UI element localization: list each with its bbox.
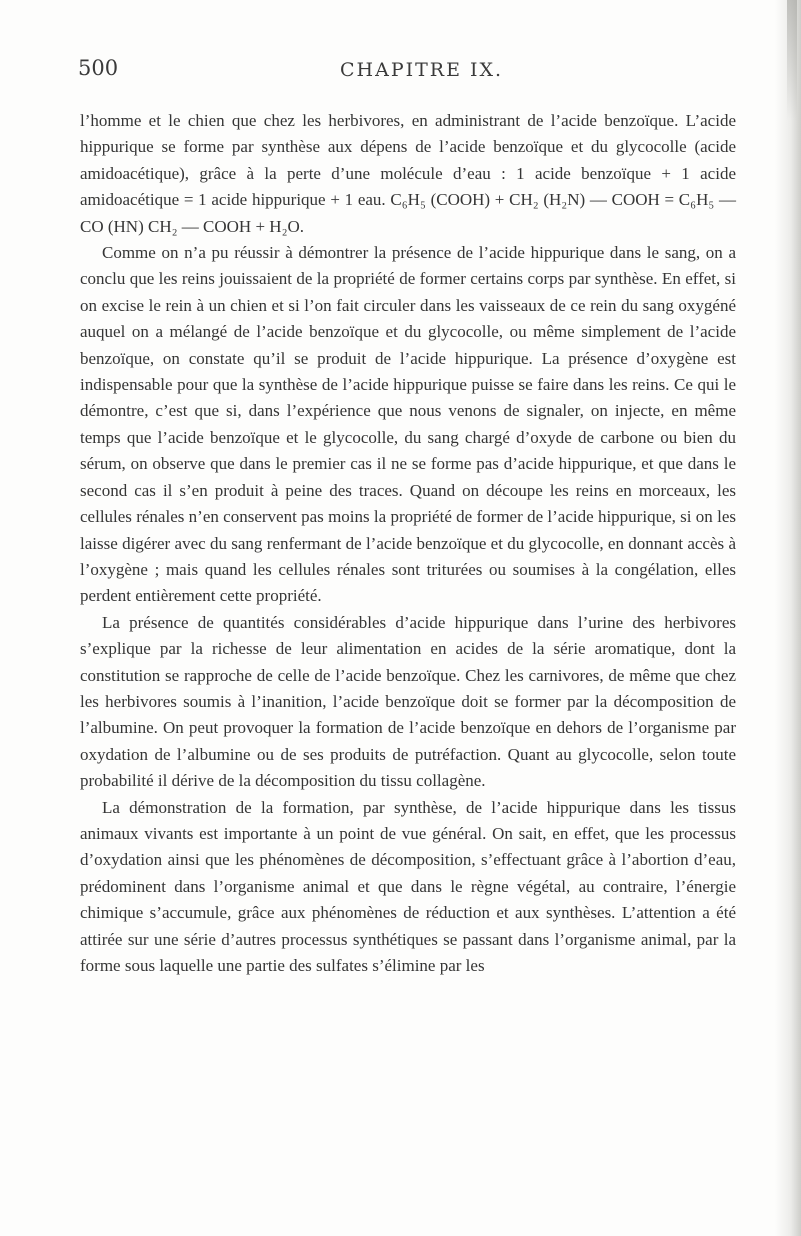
paragraph: Comme on n’a pu réussir à démontrer la présence de l’acide hippurique dans le sang, on a conclu que les reins jouissaient de la propriété de former certains corps par synthèse. En effet, si on excise le rein à un chien et si l’on fait circuler dans les vaisseaux de ce rein du sang oxygéné auquel on a mélangé de l’acide benzoïque et du glycocolle, ou même simplement de l’acide benzoïque, on constate qu’il se produit de l’acide hippurique. La présence d’oxygène est indispensable pour que la synthèse de l’acide hippurique puisse se faire dans les reins. Ce qui le démontre, c’est que si, dans l’expérience que nous venons de signaler, on injecte, en même temps que l’acide benzoïque et le glycocolle, du sang chargé d’oxyde de carbone ou bien du sérum, on observe que dans le premier cas il ne se forme pas d’acide hippurique, et que dans le second cas il s’en produit à peine des traces. Quand on découpe les reins en morceaux, les cellules rénales n’en conservent pas moins la propriété de former de l’acide hippurique, si on les laisse digérer avec du sang renfermant de l’acide benzoïque et du glycocolle, en donnant accès à l’oxygène ; mais quand les cellules rénales sont triturées ou soumises à la congélation, elles perdent entièrement cette propriété.: [80, 243, 736, 606]
paragraph: La présence de quantités considérables d’acide hippurique dans l’urine des herbivores s’explique par la richesse de leur alimentation en acides de la série aromatique, dont la constitution se rapproche de celle de l’acide benzoïque. Chez les carnivores, de même que chez les herbivores soumis à l’inanition, l’acide benzoïque doit se former par la décomposition de l’albumine. On peut provoquer la formation de l’acide benzoïque en dehors de l’organisme par oxydation de l’albumine ou de ses produits de putréfaction. Quant au glycocolle, selon toute probabilité il dérive de la décomposition du tissu collagène.: [80, 612, 736, 791]
page-number: 500: [78, 56, 119, 80]
page-edge-mark: [787, 0, 797, 120]
chapter-title: CHAPITRE IX.: [340, 59, 504, 81]
paragraph: La démonstration de la formation, par synthèse, de l’acide hippurique dans les tissus animaux vivants est importante à un point de vue général. On sait, en effet, que les processus d’oxydation ainsi que les phénomènes de décomposition, s’effectuant grâce à l’abortion d’eau, prédominent dans l’organisme animal et que dans le règne végétal, au contraire, l’énergie chimique s’accumule, grâce aux phénomènes de réduction et aux synthèses. L’attention a été attirée sur une série d’autres processus synthétiques se passant dans l’organisme animal, par la forme sous laquelle une partie des sulfates s’élimine par les: [80, 797, 736, 975]
body-text: [80, 108, 736, 979]
page-edge-shadow: [775, 0, 801, 1236]
running-header: [78, 56, 718, 86]
paragraph: l’homme et le chien que chez les herbivores, en administrant de l’acide benzoïque. L’acide hippurique se forme par synthèse aux dépens de l’acide benzoïque et du glycocolle (acide amidoacétique), grâce à la perte d’une molécule d’eau : 1 acide benzoïque + 1 acide amidoacétique = 1 acide hippurique + 1 eau. C₆H₅ (COOH) + CH₂ (H₂N) — COOH = C₆H₅ — CO (HN) CH₂ — COOH + H₂O.: [80, 111, 736, 236]
